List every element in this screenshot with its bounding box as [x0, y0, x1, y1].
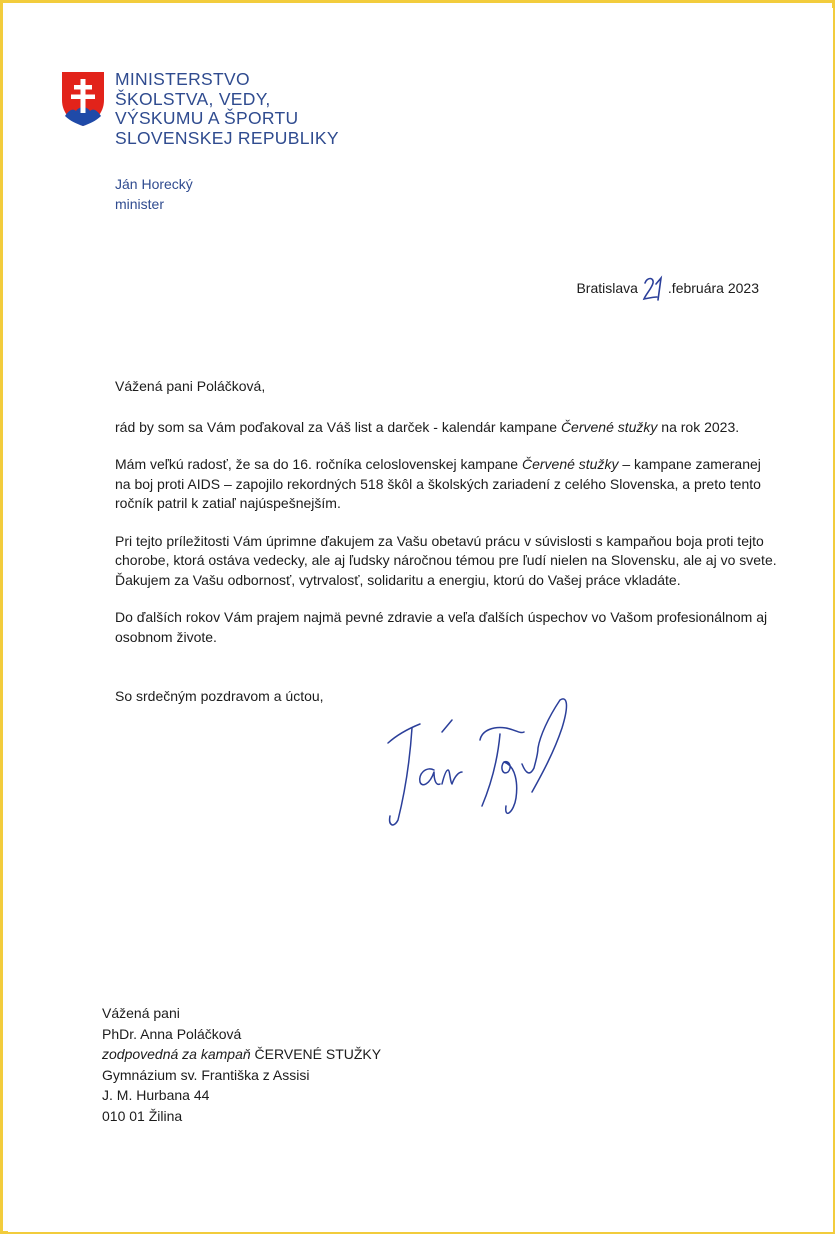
- greeting: Vážená pani Poláčková,: [115, 378, 266, 394]
- recipient-street: J. M. Hurbana 44: [102, 1087, 210, 1103]
- slovak-coat-of-arms-icon: [60, 70, 106, 128]
- minister-block: [115, 174, 193, 214]
- date-place: Bratislava: [576, 280, 638, 296]
- date-line: [576, 274, 759, 296]
- letter-page: [8, 8, 833, 1232]
- letter-body: [115, 377, 777, 665]
- date-month-year: .februára 2023: [667, 280, 759, 296]
- minister-title: minister: [115, 196, 165, 212]
- paragraph-gratitude: Pri tejto príležitosti Vám úprimne ďakujem za Vašu obetavú prácu v súvislosti s kampaňou boja proti tejto chorobe, ktorá ostáva vedecky, ale aj ľudsky náročnou témou pre ľudí nielen na Slovensku, ale aj vo svete. Ďakujem za Vašu odbornosť, vytrvalosť, solidaritu a energiu, ktorú do Vašej práce vkladáte.: [115, 532, 777, 588]
- ministry-name: [115, 70, 339, 148]
- recipient-salutation: Vážená pani: [102, 1005, 180, 1021]
- handwritten-day: [642, 274, 666, 302]
- ministry-line: MINISTERSTVO: [115, 69, 250, 89]
- minister-name: Ján Horecký: [115, 176, 193, 192]
- closing: So srdečným pozdravom a úctou,: [115, 688, 324, 704]
- recipient-address: [102, 1003, 381, 1126]
- ministry-line: VÝSKUMU A ŠPORTU: [115, 108, 299, 128]
- paragraph-campaign: Mám veľkú radosť, že sa do 16. ročníka celoslovenskej kampane Červené stužky – kampane zameranej na boj proti AIDS – zapojilo rekordných 518 škôl a školských zariadení z celého Slovenska, a preto tento ročník patril k zatiaľ najúspešnejším.: [115, 456, 761, 511]
- recipient-name: PhDr. Anna Poláčková: [102, 1025, 242, 1042]
- signature: [376, 688, 591, 833]
- paragraph-thanks: rád by som sa Vám poďakoval za Váš list a darček - kalendár kampane Červené stužky na rok 2023.: [115, 418, 740, 435]
- recipient-school: Gymnázium sv. Františka z Assisi: [102, 1066, 310, 1083]
- paragraph-wishes: Do ďalších rokov Vám prajem najmä pevné zdravie a veľa ďalších úspechov vo Vašom profesionálnom aj osobnom živote.: [115, 609, 768, 645]
- ministry-line: SLOVENSKEJ REPUBLIKY: [115, 127, 339, 148]
- ministry-line: ŠKOLSTVA, VEDY,: [115, 88, 271, 109]
- recipient-role: zodpovedná za kampaň ČERVENÉ STUŽKY: [102, 1046, 382, 1062]
- recipient-city: 010 01 Žilina: [102, 1107, 183, 1124]
